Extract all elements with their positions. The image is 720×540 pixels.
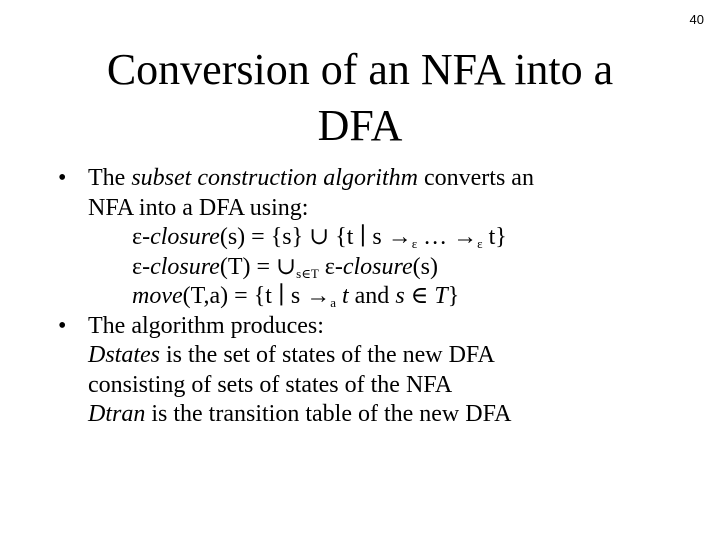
- formula-epsilon-closure-T: [58, 253, 698, 283]
- formula-variable: T: [434, 283, 448, 309]
- page-number: 40: [689, 12, 704, 27]
- dtran-line: [58, 400, 698, 430]
- bullet-2-line-1: The algorithm produces:: [88, 312, 324, 339]
- formula-text: (T) = ∪: [219, 253, 297, 280]
- slide-title: [0, 42, 720, 154]
- bullet-item-1: [58, 164, 698, 194]
- bullet-item-2: [58, 312, 698, 342]
- function-name: -closure: [142, 224, 220, 250]
- formula-text: (s) = {s} ∪ {t ∣ s →: [219, 224, 412, 250]
- subscript: ε: [477, 236, 483, 251]
- text-segment: is the transition table of the new DFA: [145, 401, 512, 427]
- dstates-line-2: consisting of sets of states of the NFA: [88, 371, 453, 398]
- title-line-1: Conversion of an NFA into a: [106, 45, 614, 94]
- text-segment: is the set of states of the new DFA: [160, 342, 495, 368]
- subset-construction-term: subset construction algorithm: [131, 165, 418, 191]
- subscript: ε: [411, 236, 418, 251]
- formula-text: t}: [482, 224, 507, 250]
- bullet-marker: •: [58, 165, 67, 191]
- formula-text: }: [447, 283, 460, 309]
- epsilon-symbol: ε: [132, 253, 143, 280]
- formula-text: and: [348, 283, 396, 309]
- bullet-1-line-1: [88, 164, 534, 194]
- text-segment: converts an: [417, 165, 534, 191]
- formula-epsilon-closure-s: [58, 223, 698, 253]
- formula-text: (s): [412, 253, 438, 280]
- function-name: -closure: [142, 253, 220, 280]
- function-name: move: [132, 283, 183, 309]
- epsilon-symbol: ε: [318, 253, 335, 280]
- bullet-marker: •: [58, 312, 67, 339]
- title-line-2: DFA: [317, 101, 403, 150]
- dstates-term: Dstates: [88, 342, 160, 368]
- formula-variable: s: [395, 283, 405, 309]
- subscript: s∈T: [296, 265, 319, 281]
- subscript: a: [330, 295, 336, 310]
- formula-move: [58, 282, 698, 312]
- dstates-line-1: [58, 341, 698, 371]
- epsilon-symbol: ε: [132, 224, 143, 250]
- text-segment: The: [88, 165, 132, 191]
- formula-text: … →: [417, 224, 478, 250]
- slide-body: [58, 164, 698, 430]
- formula-text: ∈: [404, 283, 435, 309]
- formula-variable: t: [335, 283, 349, 309]
- bullet-1-line-2: NFA into a DFA using:: [88, 194, 309, 221]
- function-name: -closure: [334, 253, 413, 280]
- dtran-term: Dtran: [88, 401, 146, 427]
- formula-text: (T,a) = {t ∣ s →: [182, 283, 331, 309]
